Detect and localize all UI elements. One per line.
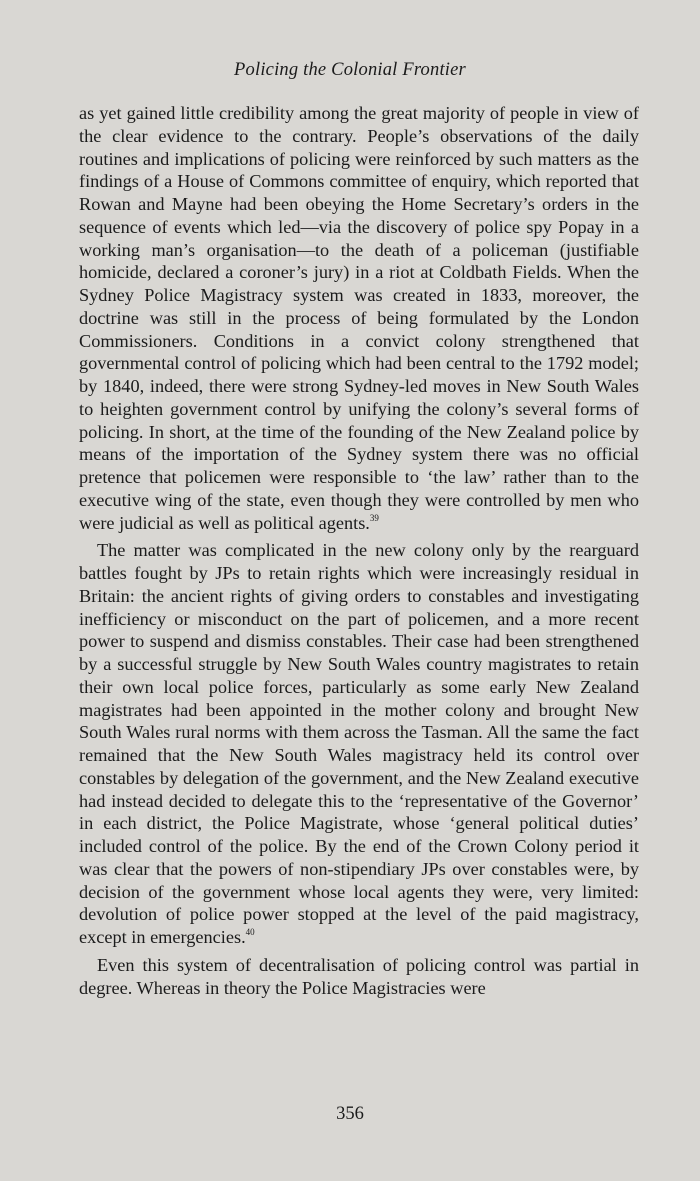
body-text: [79, 102, 639, 999]
paragraph-3-text: Even this system of decentralisation of policing control was partial in degree. Whereas in theory the Police Magistracies were: [79, 954, 639, 998]
footnote-ref-40: 40: [245, 927, 255, 937]
paragraph-1-text: as yet gained little credibility among the great majority of people in view of the clear evidence to the contrary. People’s observations of the daily routines and implications of policing were reinforced by such matters as the findings of a House of Commons committee of enquiry, which reported that Rowan and Mayne had been obeying the Home Secretary’s orders in the sequence of events which led—via the discovery of police spy Popay in a working man’s organisation—to the death of a policeman (justifiable homicide, declared a coroner’s jury) in a riot at Coldbath Fields. When the Sydney Police Magistracy system was created in 1833, moreover, the doctrine was still in the process of being formulated by the London Commissioners. Conditions in a convict colony strengthened that governmental control of policing which had been central to the 1792 model; by 1840, indeed, there were strong Sydney-led moves in New South Wales to heighten government control by unifying the colony’s several forms of policing. In short, at the time of the founding of the New Zealand police by means of the importation of the Sydney system there was no official pretence that policemen were responsible to ‘the law’ rather than to the executive wing of the state, even though they were controlled by men who were judicial as well as political agents.: [79, 103, 639, 533]
footnote-ref-39: 39: [369, 512, 379, 523]
page-number: 356: [336, 1104, 364, 1124]
paragraph-2-text: The matter was complicated in the new colony only by the rearguard battles fought by JPs to retain rights which were increasingly residual in Britain: the ancient rights of giving orders to constables and investigating inefficiency or misconduct on the part of policemen, and a more recent power to suspend and dismiss constables. Their case had been strengthened by a successful struggle by New South Wales country magistrates to retain their own local police forces, particularly as some early New Zealand magistrates had been appointed in the mother colony and brought New South Wales rural norms with them across the Tasman. All the same the fact remained that the New South Wales magistracy held its control over constables by delegation of the government, and the New Zealand executive had instead decided to delegate this to the ‘representative of the Governor’ in each district, the Police Magistrate, whose ‘general political duties’ included control of the police. By the end of the Crown Colony period it was clear that the powers of non-stipendiary JPs over constables were, by decision of the government whose local agents they were, very limited: devolution of police power stopped at the level of the paid magistracy, except in emergencies.: [79, 540, 639, 947]
paragraph-3: [79, 954, 639, 1000]
paragraph-1: [79, 102, 639, 534]
paragraph-2: [79, 539, 639, 949]
running-head: Policing the Colonial Frontier: [234, 60, 466, 80]
